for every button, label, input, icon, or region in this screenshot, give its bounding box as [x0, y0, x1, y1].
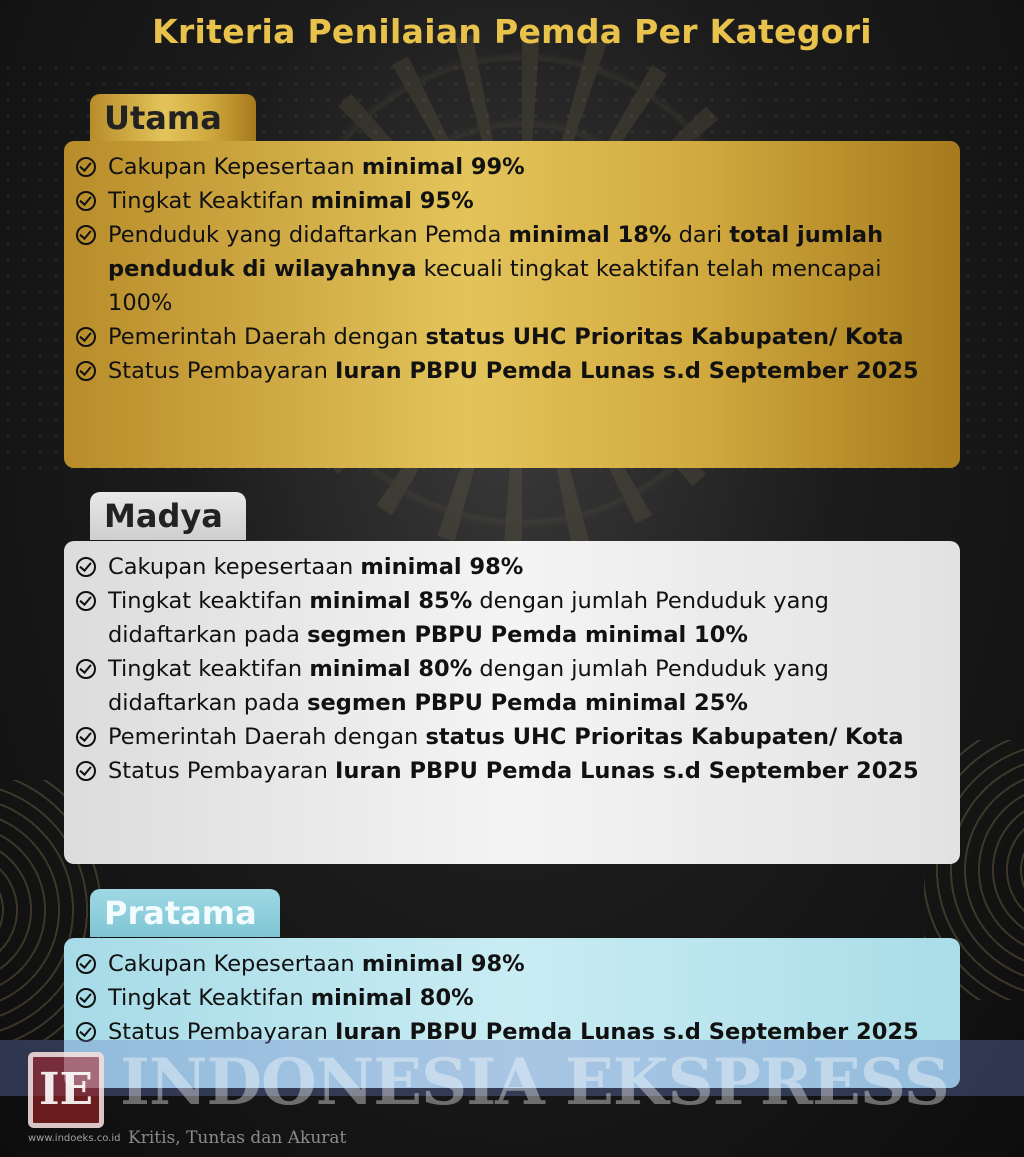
criteria-text: Cakupan Kepesertaan	[108, 951, 362, 977]
criteria-emphasis: segmen PBPU Pemda minimal 10%	[307, 622, 748, 648]
category-tab-pratama	[90, 889, 280, 937]
category-tab-madya	[90, 492, 246, 540]
criteria-text: kecuali tingkat keaktifan telah mencapai 100%	[108, 256, 882, 316]
criteria-emphasis: status UHC Prioritas Kabupaten/ Kota	[425, 324, 904, 350]
criteria-item	[76, 184, 946, 218]
criteria-emphasis: minimal 80%	[309, 656, 473, 682]
check-circle-icon	[76, 727, 96, 747]
criteria-text: Pemerintah Daerah dengan	[108, 724, 426, 750]
criteria-text: Tingkat Keaktifan	[108, 985, 311, 1011]
criteria-text: Status Pembayaran	[108, 358, 335, 384]
criteria-item	[76, 354, 946, 388]
criteria-emphasis: minimal 85%	[309, 588, 473, 614]
watermark-logo: IE	[28, 1052, 104, 1128]
category-name: Madya	[104, 497, 223, 535]
criteria-text: Cakupan Kepesertaan	[108, 154, 362, 180]
criteria-text: Tingkat Keaktifan	[108, 188, 311, 214]
check-circle-icon	[76, 327, 96, 347]
criteria-text: dengan jumlah Penduduk yang didaftarkan pada	[108, 656, 829, 716]
criteria-text: Tingkat keaktifan	[108, 656, 310, 682]
criteria-emphasis: minimal 99%	[361, 154, 525, 180]
watermark-tagline: Kritis, Tuntas dan Akurat	[128, 1128, 347, 1148]
category-name: Utama	[104, 99, 222, 137]
criteria-emphasis: Iuran PBPU Pemda Lunas s.d September 2025	[335, 758, 919, 784]
criteria-emphasis: Iuran PBPU Pemda Lunas s.d September 2025	[335, 358, 919, 384]
criteria-item	[76, 720, 946, 754]
page-title: Kriteria Penilaian Pemda Per Kategori	[152, 12, 872, 51]
category-tab-utama	[90, 94, 256, 142]
criteria-item	[76, 754, 946, 788]
category-name: Pratama	[104, 894, 257, 932]
check-circle-icon	[76, 988, 96, 1008]
criteria-emphasis: status UHC Prioritas Kabupaten/ Kota	[425, 724, 904, 750]
criteria-emphasis: Iuran PBPU Pemda Lunas s.d September 2025	[335, 1019, 919, 1045]
criteria-text: Tingkat keaktifan	[108, 588, 310, 614]
criteria-emphasis: minimal 98%	[361, 951, 525, 977]
check-circle-icon	[76, 191, 96, 211]
criteria-text: dengan jumlah Penduduk yang didaftarkan pada	[108, 588, 829, 648]
criteria-text: Cakupan kepesertaan	[108, 554, 361, 580]
check-circle-icon	[76, 557, 96, 577]
watermark-url: www.indoeks.co.id	[28, 1133, 121, 1144]
criteria-text: Status Pembayaran	[108, 1019, 335, 1045]
criteria-emphasis: minimal 18%	[508, 222, 672, 248]
criteria-item	[76, 550, 946, 584]
criteria-text: Pemerintah Daerah dengan	[108, 324, 426, 350]
criteria-panel-madya	[64, 541, 960, 864]
criteria-item	[76, 320, 946, 354]
criteria-emphasis: total jumlah penduduk di wilayahnya	[108, 222, 884, 282]
check-circle-icon	[76, 659, 96, 679]
criteria-item	[76, 150, 946, 184]
criteria-item	[76, 981, 946, 1015]
criteria-item	[76, 652, 946, 720]
check-circle-icon	[76, 1022, 96, 1042]
criteria-text: dari	[671, 222, 730, 248]
check-circle-icon	[76, 954, 96, 974]
check-circle-icon	[76, 761, 96, 781]
check-circle-icon	[76, 157, 96, 177]
criteria-emphasis: minimal 98%	[360, 554, 524, 580]
check-circle-icon	[76, 225, 96, 245]
criteria-emphasis: minimal 80%	[310, 985, 474, 1011]
criteria-item	[76, 947, 946, 981]
criteria-item	[76, 218, 946, 320]
criteria-text: Status Pembayaran	[108, 758, 335, 784]
criteria-panel-utama	[64, 141, 960, 468]
check-circle-icon	[76, 591, 96, 611]
watermark-name: INDONESIA EKSPRESS	[120, 1045, 949, 1120]
criteria-item	[76, 584, 946, 652]
criteria-emphasis: minimal 95%	[310, 188, 474, 214]
check-circle-icon	[76, 361, 96, 381]
criteria-text: Penduduk yang didaftarkan Pemda	[108, 222, 509, 248]
criteria-emphasis: segmen PBPU Pemda minimal 25%	[307, 690, 748, 716]
